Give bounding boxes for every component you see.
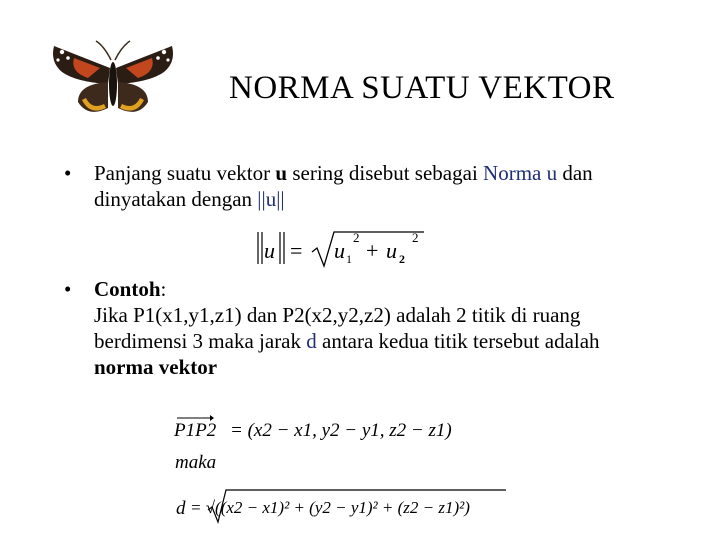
bullet1-line2: dinyatakan dengan bbox=[94, 187, 258, 211]
bullet1-u: u bbox=[275, 161, 288, 185]
vector-rhs: = (x2 − x1, y2 − y1, z2 − z1) bbox=[230, 420, 452, 441]
bullet2-d: d bbox=[306, 329, 317, 353]
norm-term1-sup: 2 bbox=[353, 230, 360, 245]
norm-term1: u bbox=[334, 238, 345, 263]
norm-term2: u bbox=[386, 238, 397, 263]
bullet2-line1: Jika P1(x1,y1,z1) dan P2(x2,y2,z2) adalah 2 titik di ruang bbox=[94, 303, 581, 327]
distance-formula bbox=[174, 488, 514, 528]
butterfly-logo bbox=[48, 38, 178, 120]
bullet-dot-icon: • bbox=[64, 277, 72, 301]
norm-plus: + bbox=[366, 238, 379, 263]
norm-lhs-u: u bbox=[264, 238, 275, 263]
bullet1-norm-symbol: ||u|| bbox=[257, 187, 285, 211]
vector-lhs: P1P2 bbox=[174, 420, 217, 441]
norm-term2-sub: 2 bbox=[399, 252, 405, 266]
bullet1-norma-u: Norma u bbox=[483, 161, 558, 185]
norm-equals: = bbox=[290, 238, 303, 263]
bullet2-colon: : bbox=[160, 277, 167, 301]
norm-formula bbox=[254, 226, 434, 270]
bullet1-text-c: dan bbox=[557, 161, 593, 185]
slide-title: NORMA SUATU VEKTOR bbox=[229, 70, 615, 106]
distance-rhs: = √((x2 − x1)² + (y2 − y1)² + (z2 − z1)²) bbox=[190, 498, 470, 517]
bullet-dot-icon: • bbox=[64, 161, 72, 185]
bullet2-line2a: berdimensi 3 maka jarak bbox=[94, 329, 307, 353]
norm-term1-sub: 1 bbox=[346, 252, 352, 266]
maka-label: maka bbox=[175, 452, 217, 473]
bullet2-line2b: antara kedua titik tersebut adalah bbox=[316, 329, 600, 353]
bullet1-text-a: Panjang suatu vektor bbox=[94, 161, 276, 185]
distance-lhs: d bbox=[176, 498, 186, 519]
bullet1-text-b: sering disebut sebagai bbox=[287, 161, 484, 185]
bullet2-line3: norma vektor bbox=[94, 355, 218, 379]
bullet2-label: Contoh bbox=[94, 277, 161, 301]
vector-formula bbox=[174, 412, 454, 448]
norm-term2-sup: 2 bbox=[412, 230, 419, 245]
